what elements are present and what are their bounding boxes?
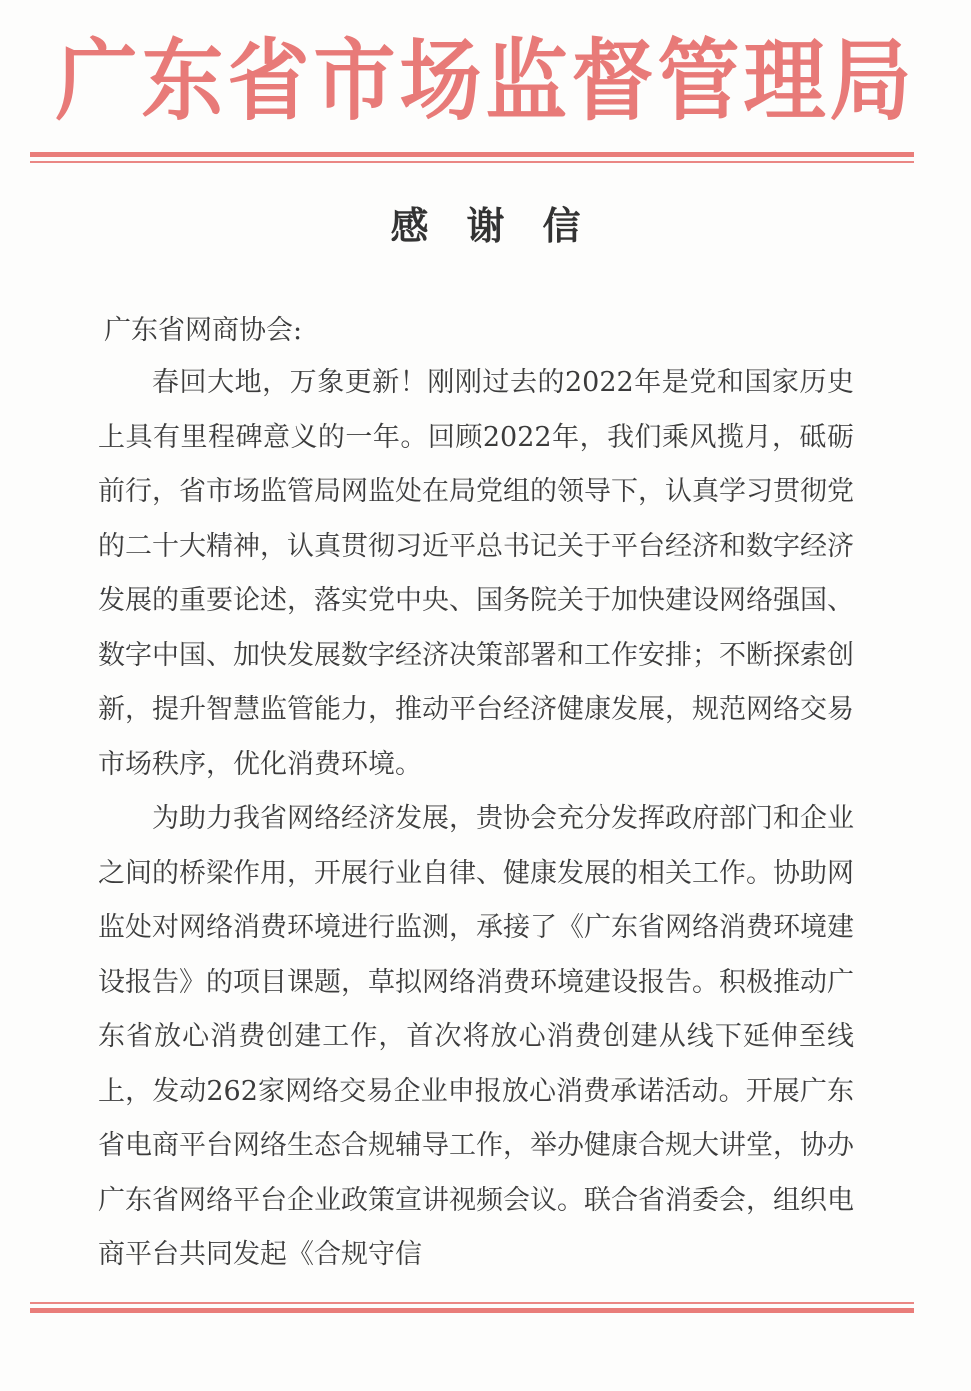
letterhead-rule-thin (30, 161, 914, 163)
letter-body (98, 356, 854, 1283)
letterhead-org-name: 广东省市场监督管理局 (55, 30, 916, 134)
footer-rule-thin (30, 1302, 914, 1304)
letter-title: 感谢信 (390, 204, 619, 248)
letter-salutation: 广东省网商协会: (104, 315, 303, 346)
letterhead-rule-thick (30, 152, 914, 157)
body-paragraph-2: 为助力我省网络经济发展，贵协会充分发挥政府部门和企业之间的桥梁作用，开展行业自律、健康发展的相关工作。协助网监处对网络消费环境进行监测，承接了《广东省网络消费环境建设报告》的项目课题，草拟网络消费环境建设报告。积极推动广东省放心消费创建工作，首次将放心消费创建从线下延伸至线上，发动262家网络交易企业申报放心消费承诺活动。开展广东省电商平台网络生态合规辅导工作，举办健康合规大讲堂，协办广东省网络平台企业政策宣讲视频会议。联合省消委会，组织电商平台共同发起《合规守信 (98, 803, 854, 1270)
body-paragraph-1: 春回大地，万象更新！刚刚过去的2022年是党和国家历史上具有里程碑意义的一年。回顾2022年，我们乘风揽月，砥砺前行，省市场监管局网监处在局党组的领导下，认真学习贯彻党的二十大精神，认真贯彻习近平总书记关于平台经济和数字经济发展的重要论述，落实党中央、国务院关于加快建设网络强国、数字中国、加快发展数字经济决策部署和工作安排；不断探索创新，提升智慧监管能力，推动平台经济健康发展，规范网络交易市场秩序，优化消费环境。 (98, 367, 854, 780)
footer-rule-thick (30, 1308, 914, 1313)
